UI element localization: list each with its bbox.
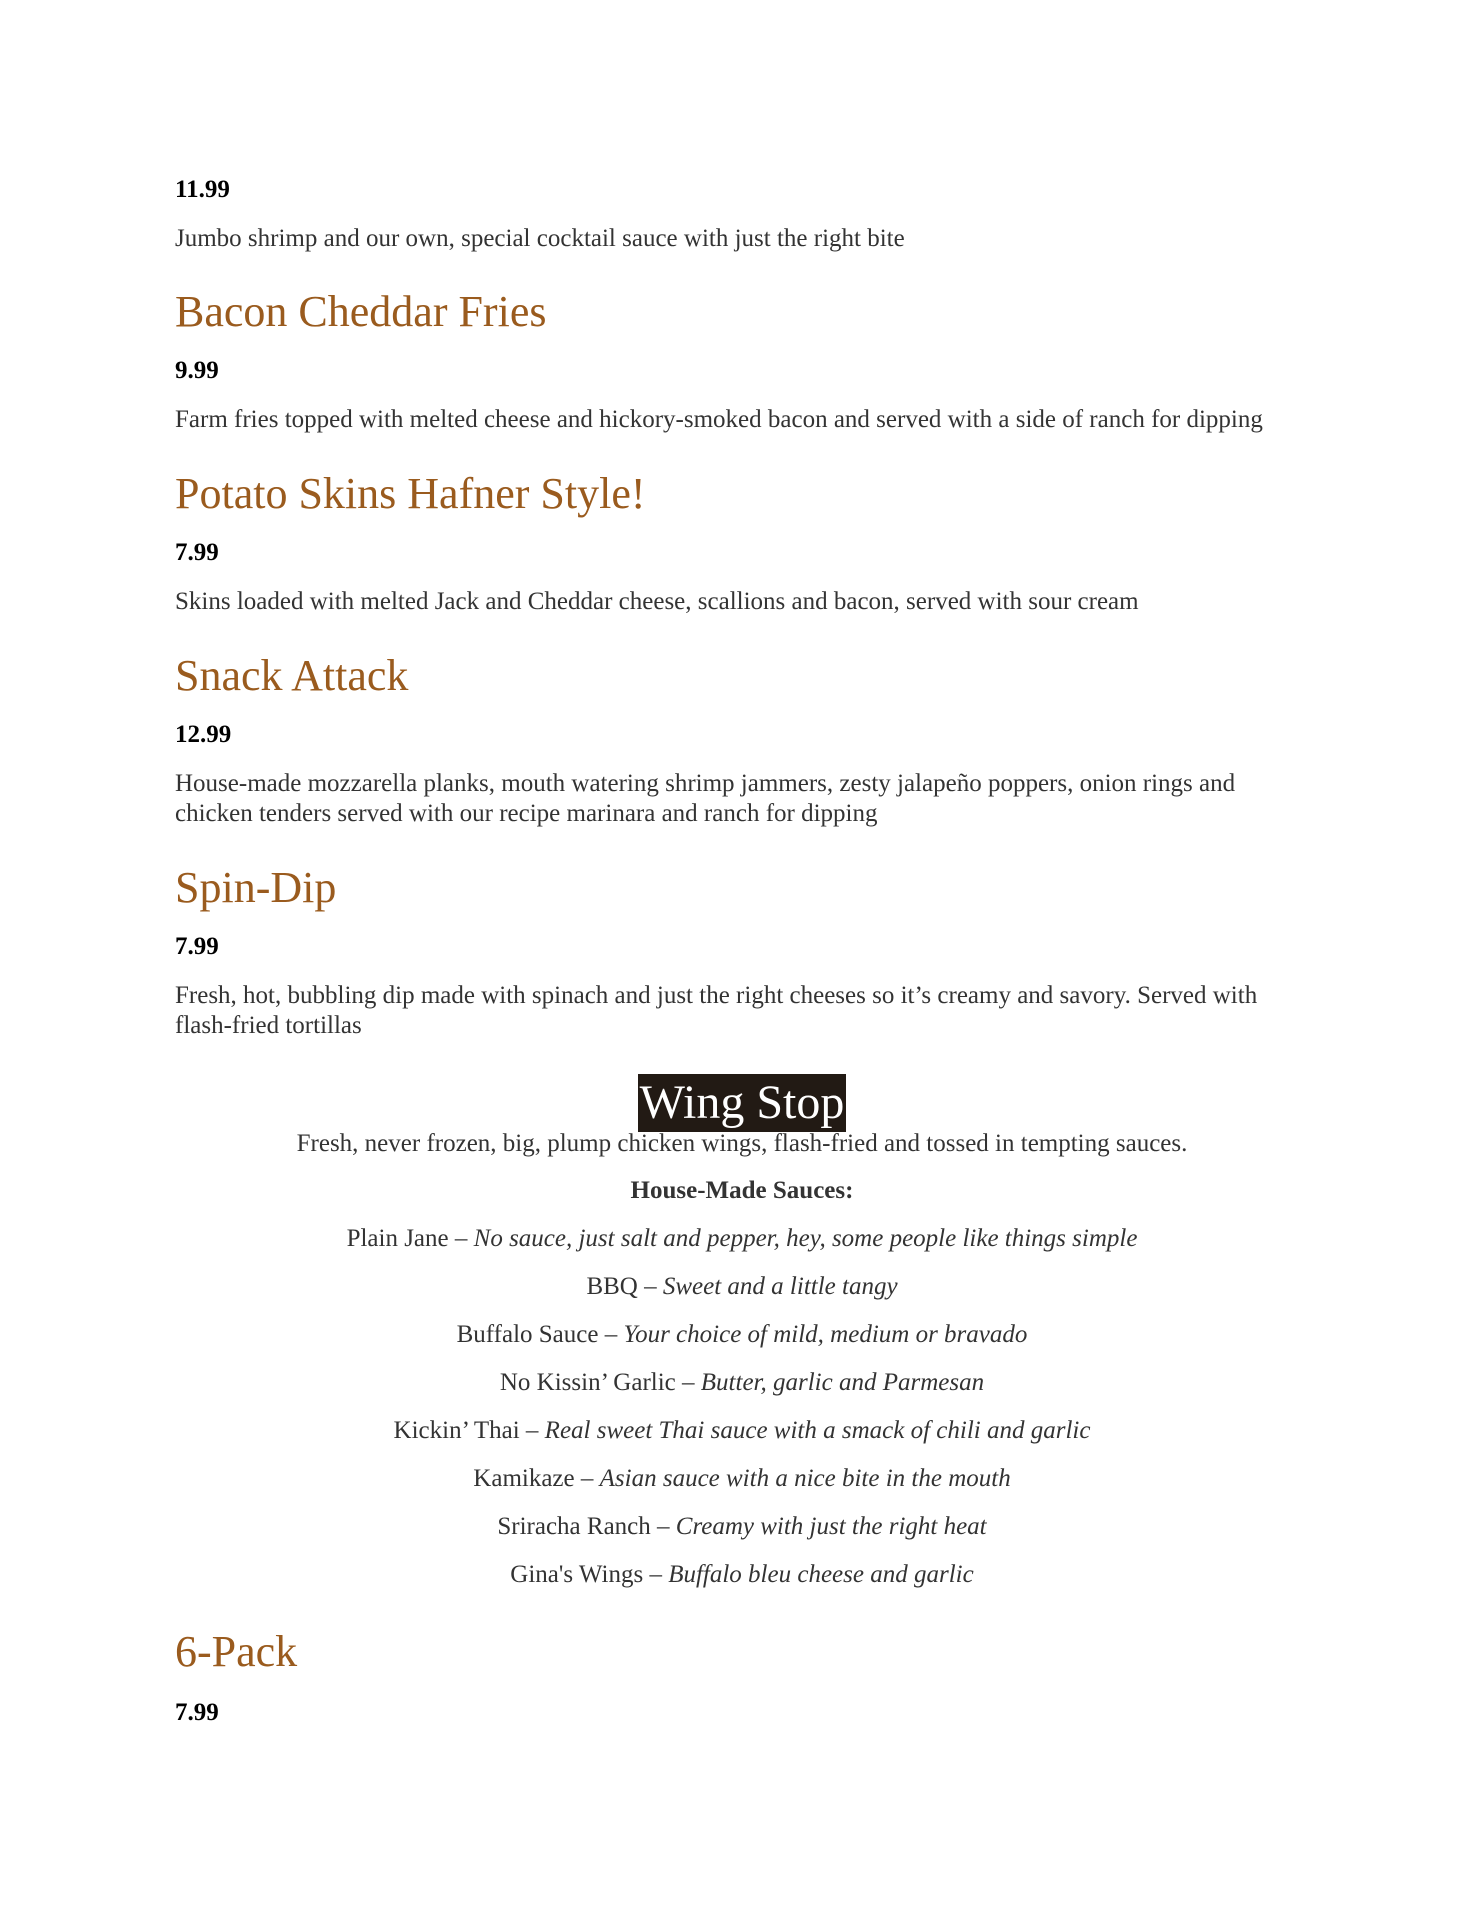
- item-price: 7.99: [175, 1699, 219, 1726]
- wing-stop-title: Wing Stop: [638, 1074, 847, 1132]
- item-title: Spin-Dip: [175, 863, 337, 912]
- item-title: 6-Pack: [175, 1627, 298, 1676]
- item-title: Bacon Cheddar Fries: [175, 287, 547, 336]
- item-description: Farm fries topped with melted cheese and hickory-smoked bacon and served with a side of ranch for dipping: [175, 406, 1263, 433]
- sauce-item: [0, 1321, 1484, 1349]
- sauce-description: Your choice of mild, medium or bravado: [623, 1321, 1028, 1348]
- item-description-line: flash-fried tortillas: [175, 1012, 362, 1039]
- sauce-name: Buffalo Sauce –: [456, 1321, 624, 1348]
- item-price: 12.99: [175, 721, 232, 748]
- wing-stop-intro: Fresh, never frozen, big, plump chicken wings, flash-fried and tossed in tempting sauces.: [296, 1130, 1188, 1157]
- sauce-description: Butter, garlic and Parmesan: [700, 1369, 985, 1396]
- sauce-description: Sweet and a little tangy: [662, 1273, 898, 1300]
- sauce-name: Sriracha Ranch –: [497, 1513, 676, 1540]
- sauce-item: [0, 1273, 1484, 1301]
- sauce-description: Real sweet Thai sauce with a smack of chili and garlic: [544, 1417, 1091, 1444]
- item-title: Snack Attack: [175, 651, 409, 700]
- sauce-name: BBQ –: [586, 1273, 663, 1300]
- item-description-line: House-made mozzarella planks, mouth watering shrimp jammers, zesty jalapeño poppers, onion rings and: [175, 770, 1236, 797]
- sauce-name: Kickin’ Thai –: [393, 1417, 545, 1444]
- sauce-name: Plain Jane –: [346, 1225, 474, 1252]
- sauce-item: [0, 1561, 1484, 1589]
- sauces-heading: House-Made Sauces:: [630, 1177, 854, 1204]
- item-description-line: Fresh, hot, bubbling dip made with spinach and just the right cheeses so it’s creamy and savory. Served with: [175, 982, 1258, 1009]
- sauce-description: No sauce, just salt and pepper, hey, some people like things simple: [473, 1225, 1138, 1252]
- item-price: 11.99: [175, 176, 230, 203]
- sauce-item: [0, 1465, 1484, 1493]
- sauce-description: Asian sauce with a nice bite in the mouth: [599, 1465, 1011, 1492]
- item-description: Jumbo shrimp and our own, special cocktail sauce with just the right bite: [175, 225, 905, 252]
- sauce-item: [0, 1417, 1484, 1445]
- sauce-item: [0, 1225, 1484, 1253]
- sauce-item: [0, 1369, 1484, 1397]
- item-description-line: chicken tenders served with our recipe marinara and ranch for dipping: [175, 800, 878, 827]
- item-price: 7.99: [175, 933, 219, 960]
- wing-stop-heading: [0, 1074, 1484, 1132]
- sauce-item: [0, 1513, 1484, 1541]
- sauce-description: Buffalo bleu cheese and garlic: [668, 1561, 974, 1588]
- item-price: 7.99: [175, 539, 219, 566]
- item-price: 9.99: [175, 357, 219, 384]
- item-title: Potato Skins Hafner Style!: [175, 469, 646, 518]
- sauce-name: Kamikaze –: [473, 1465, 600, 1492]
- sauce-name: Gina's Wings –: [510, 1561, 669, 1588]
- sauce-description: Creamy with just the right heat: [675, 1513, 987, 1540]
- item-description: Skins loaded with melted Jack and Cheddar cheese, scallions and bacon, served with sour cream: [175, 588, 1139, 615]
- sauce-name: No Kissin’ Garlic –: [499, 1369, 701, 1396]
